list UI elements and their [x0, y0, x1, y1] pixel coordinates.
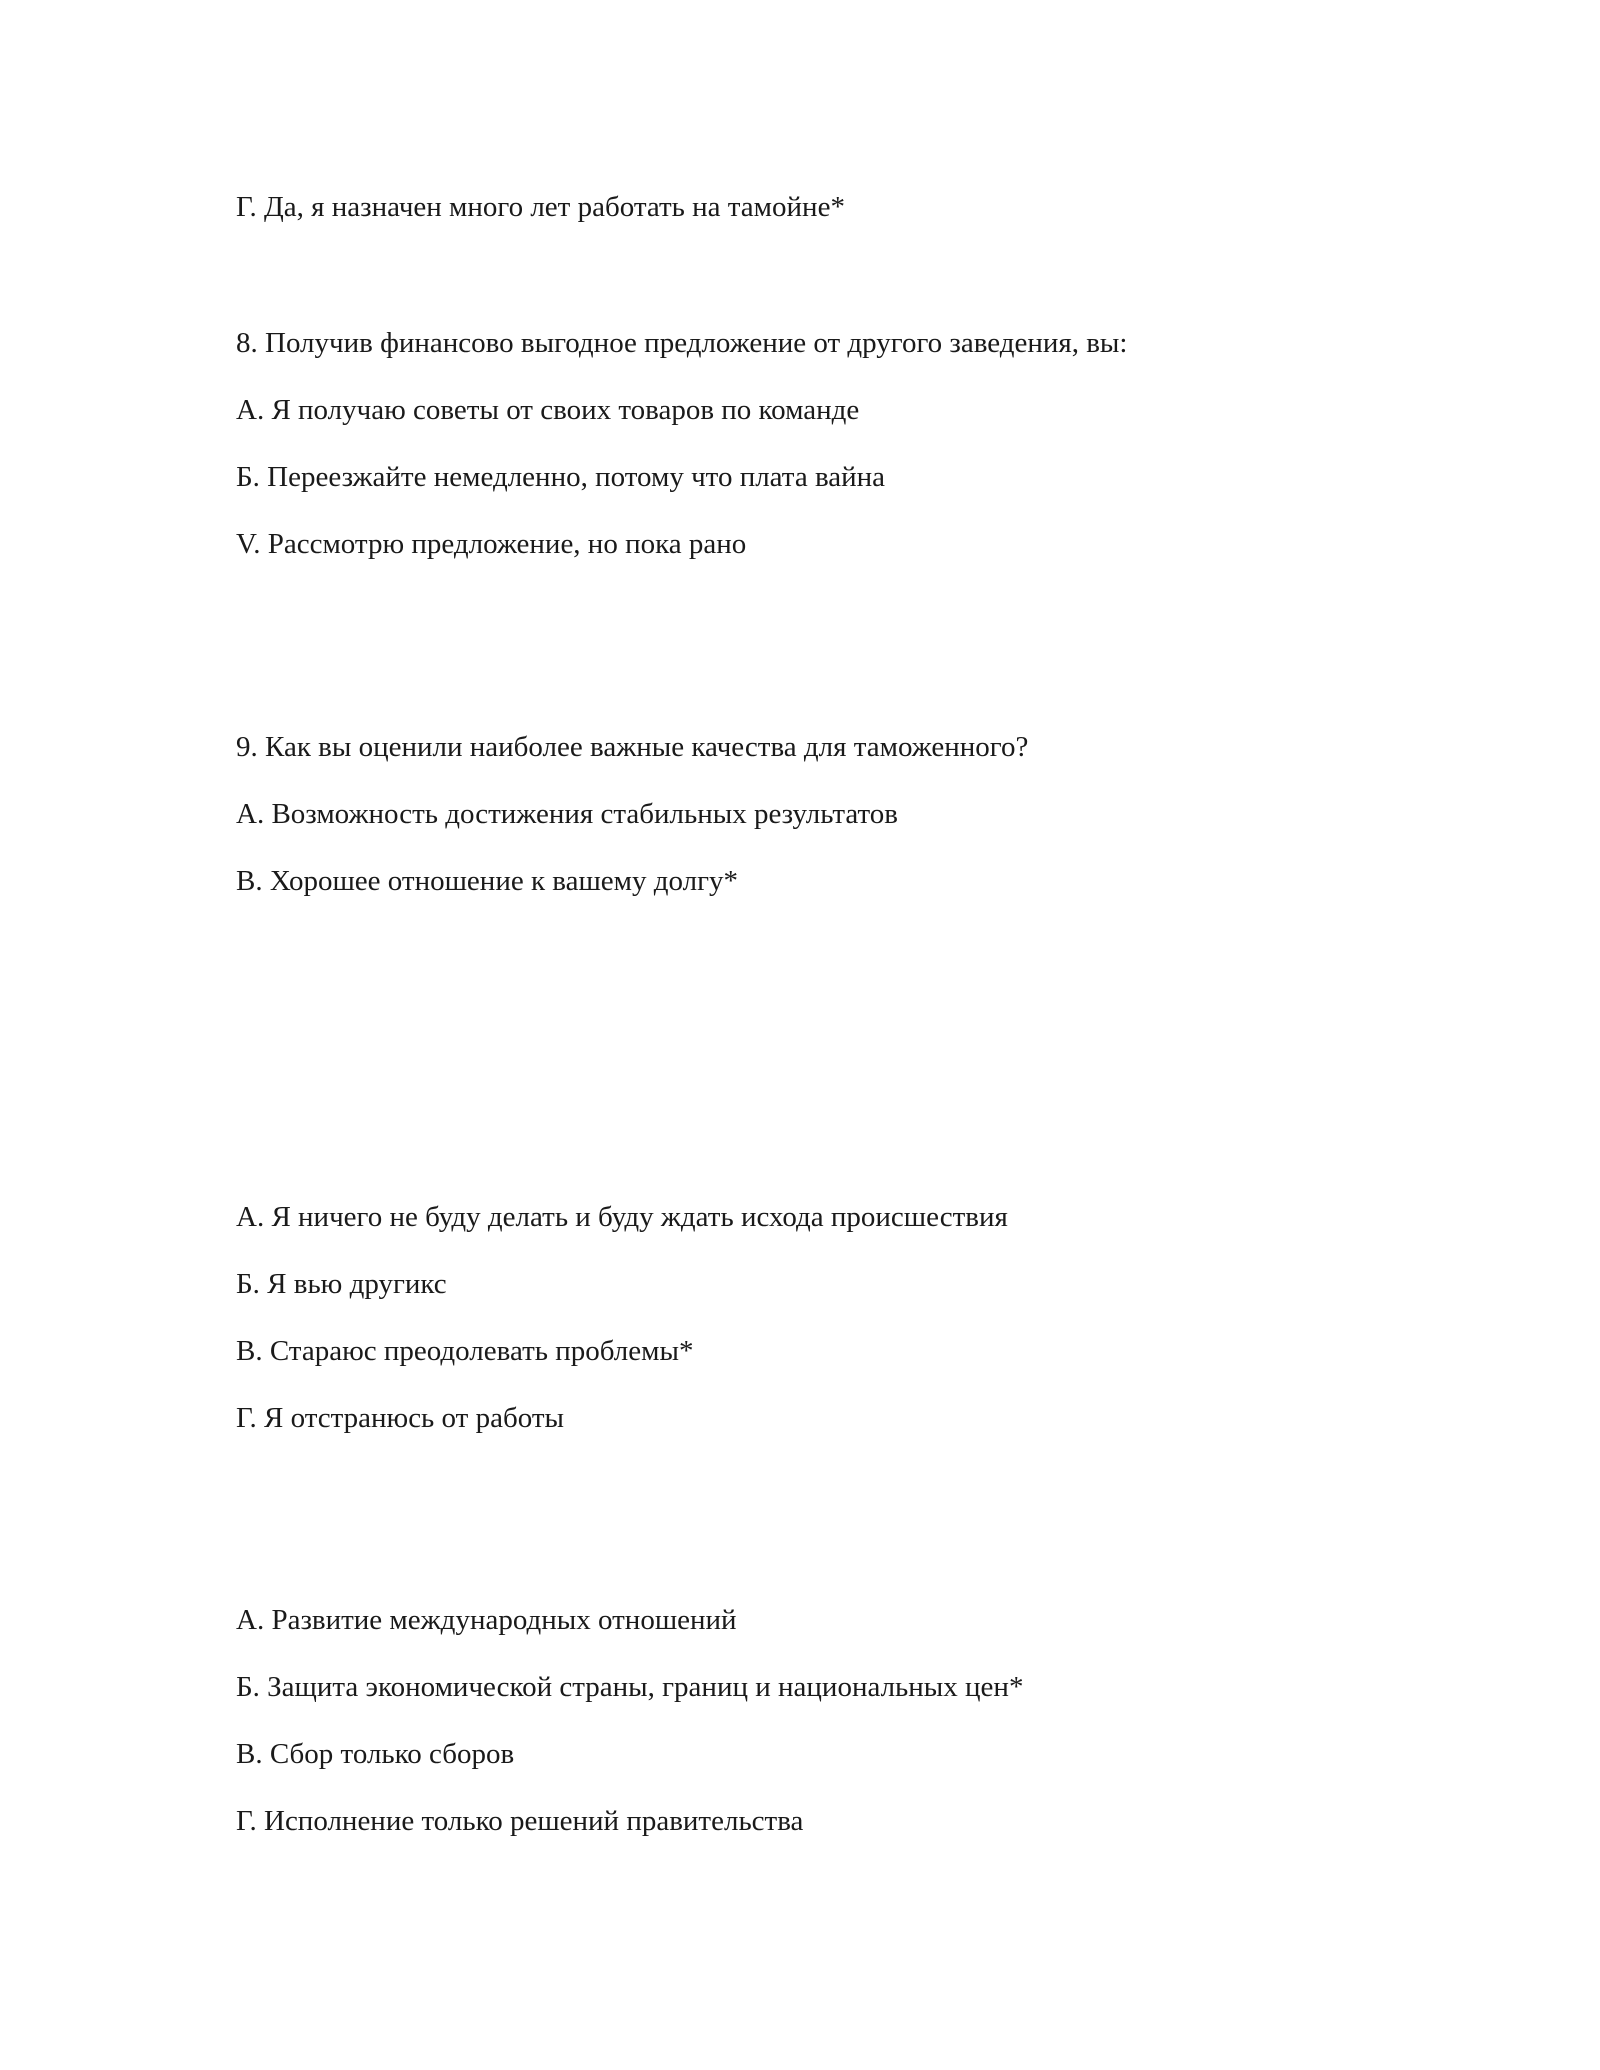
answer-option: Г. Я отстранюсь от работы	[236, 1402, 564, 1434]
answer-option: В. Хорошее отношение к вашему долгу*	[236, 865, 739, 897]
answer-option: Б. Защита экономической страны, границ и национальных цен*	[236, 1671, 1024, 1703]
answer-option: А. Возможность достижения стабильных результатов	[236, 798, 898, 830]
question-heading: 8. Получив финансово выгодное предложение от другого заведения, вы:	[236, 327, 1128, 359]
answer-option: А. Я ничего не буду делать и буду ждать исхода происшествия	[236, 1201, 1008, 1233]
answer-option: А. Я получаю советы от своих товаров по команде	[236, 394, 860, 426]
answer-option: А. Развитие международных отношений	[236, 1604, 737, 1636]
answer-option: Б. Переезжайте немедленно, потому что плата вайна	[236, 461, 886, 493]
answer-option: V. Рассмотрю предложение, но пока рано	[236, 528, 747, 560]
question-heading: 9. Как вы оценили наиболее важные качества для таможенного?	[236, 731, 1029, 763]
answer-option: В. Сбор только сборов	[236, 1738, 515, 1770]
answer-option: Б. Я вью другикс	[236, 1268, 447, 1300]
answer-option: Г. Да, я назначен много лет работать на тамойне*	[236, 191, 845, 223]
answer-option: Г. Исполнение только решений правительства	[236, 1805, 804, 1837]
answer-option: В. Стараюс преодолевать проблемы*	[236, 1335, 694, 1367]
